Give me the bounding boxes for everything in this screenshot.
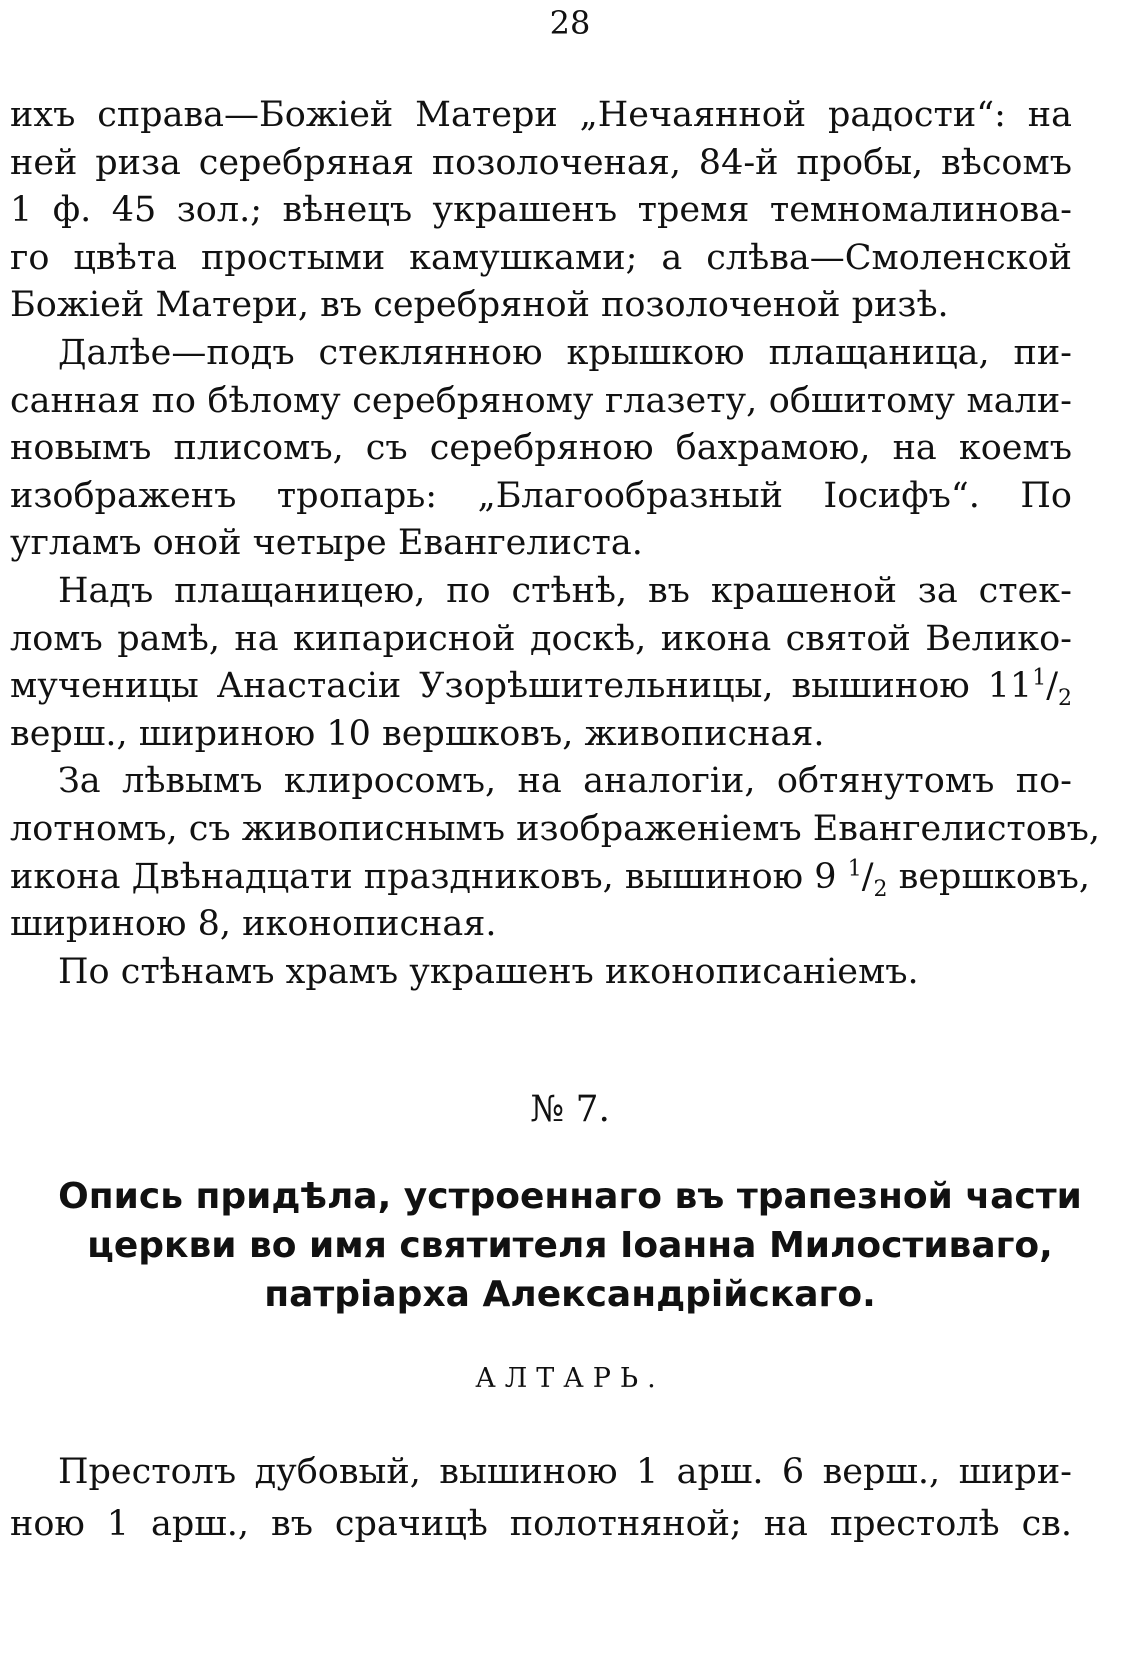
body-text [10, 92, 1100, 996]
text-line: верш., шириною 10 вершковъ, живописная. [10, 713, 825, 754]
page-number: 28 [549, 4, 591, 42]
heading-line: церкви во имя святителя Іоанна Милостиваго, [87, 1225, 1053, 1266]
text-line: ихъ справа—Божіей Матери „Нечаянной радости“: на [10, 95, 1072, 135]
text-line: ною 1 арш., въ срачицѣ полотняной; на престолѣ св. [10, 1504, 1072, 1544]
fraction-numerator: 1 [847, 855, 862, 881]
text-line: По стѣнамъ храмъ украшенъ иконописаніемъ. [58, 951, 919, 992]
text-line: ломъ рамѣ, на кипарисной доскѣ, икона святой Велико- [10, 618, 1072, 659]
text-line: угламъ оной четыре Евангелиста. [10, 523, 643, 564]
fraction-denominator: 2 [873, 876, 888, 902]
text-segment: икона Двѣнадцати праздниковъ, вышиною 9 [10, 856, 837, 897]
heading-line: патріарха Александрійскаго. [264, 1274, 876, 1315]
heading-line: Опись придѣла, устроеннаго въ трапезной части [58, 1176, 1082, 1217]
text-segment: вершковъ, [887, 856, 1091, 897]
text-line: санная по бѣлому серебряному глазету, обшитому мали- [10, 380, 1072, 421]
text-segment: мученицы Анастасіи Узорѣшительницы, вышиною 11 [10, 666, 1033, 707]
text-line: 1 ф. 45 зол.; вѣнецъ украшенъ тремя темномалинова- [10, 190, 1072, 231]
text-line: За лѣвымъ клиросомъ, на аналогіи, обтянутомъ по- [58, 761, 1072, 802]
fraction: $^1/_2$ [847, 855, 888, 902]
fraction-denominator: 2 [1058, 686, 1072, 712]
text-line: лотномъ, съ живописнымъ изображеніемъ Евангелистовъ, [10, 808, 1100, 849]
text-line: ней риза серебряная позолоченая, 84-й пробы, вѣсомъ [10, 142, 1072, 183]
text-line: Надъ плащаницею, по стѣнѣ, въ крашеной за стек- [58, 570, 1072, 611]
paragraph [10, 758, 1100, 948]
text-line: изображенъ тропарь: „Благообразный Іосифъ“. По [10, 475, 1072, 516]
body-text-tail [10, 1446, 1072, 1550]
paragraph [10, 568, 1072, 758]
section-number: № 7. [530, 1089, 610, 1130]
fraction-numerator: 1 [1032, 665, 1047, 691]
text-line: Далѣе—подъ стеклянною крышкою плащаница, пи- [58, 332, 1072, 373]
paragraph [10, 92, 1072, 330]
section-heading [0, 1172, 1140, 1319]
text-line: новымъ плисомъ, съ серебряною бахрамою, на коемъ [10, 428, 1072, 469]
text-line-with-fraction [10, 854, 1091, 902]
text-line: Престолъ дубовый, вышиною 1 арш. 6 верш., шири- [58, 1452, 1072, 1492]
fraction: $^1/_2$ [1032, 665, 1072, 712]
subheading: АЛТАРЬ. [475, 1363, 665, 1394]
paragraph [10, 949, 1072, 997]
text-line: шириною 8, иконописная. [10, 904, 497, 945]
text-line: Божіей Матери, въ серебряной позолоченой ризѣ. [10, 285, 949, 326]
text-line: го цвѣта простыми камушками; а слѣва—Смоленской [10, 237, 1072, 278]
paragraph [10, 330, 1072, 568]
text-line-with-fraction [10, 663, 1072, 711]
